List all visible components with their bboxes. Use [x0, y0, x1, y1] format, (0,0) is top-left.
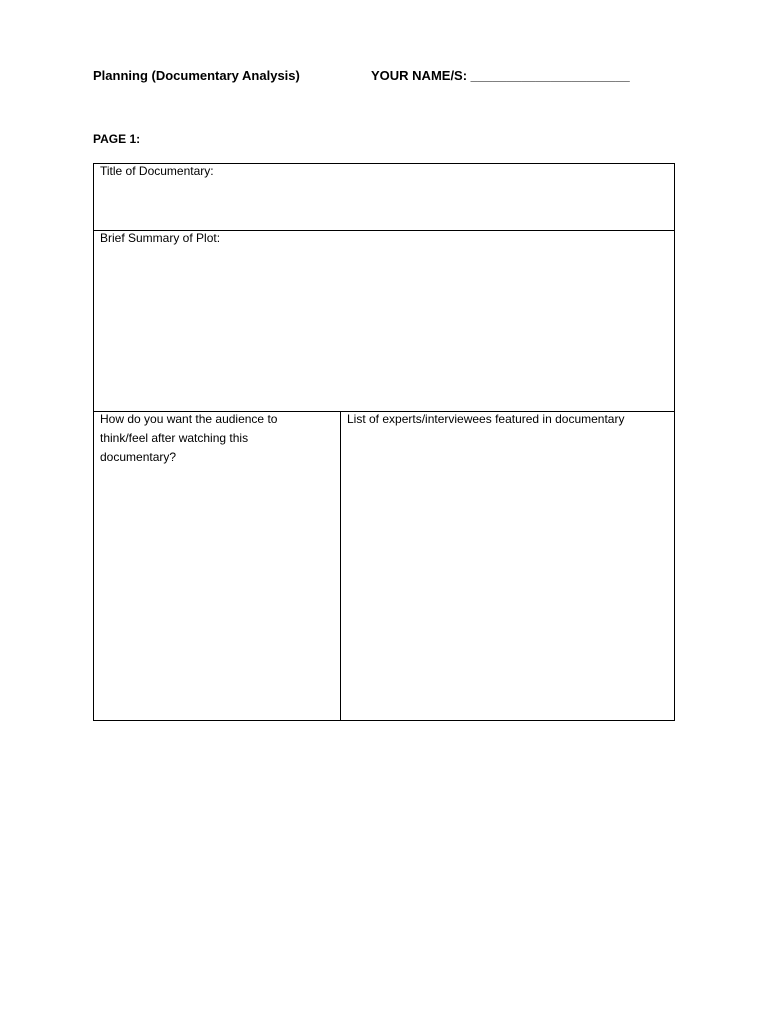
audience-feelings-cell	[94, 412, 341, 720]
audience-feelings-label-line3: documentary?	[100, 450, 177, 464]
experts-list-cell	[341, 412, 674, 720]
audience-feelings-label-line1: How do you want the audience to	[100, 412, 278, 426]
experts-list-label: List of experts/interviewees featured in documentary	[347, 412, 625, 426]
title-of-documentary-cell	[94, 164, 674, 231]
your-names-field: YOUR NAME/S: ______________________	[371, 68, 630, 83]
title-of-documentary-label: Title of Documentary:	[100, 164, 214, 178]
brief-summary-cell	[94, 231, 674, 412]
brief-summary-label: Brief Summary of Plot:	[100, 231, 221, 245]
document-title: Planning (Documentary Analysis)	[93, 68, 300, 83]
page-label: PAGE 1:	[93, 132, 141, 146]
audience-feelings-label-line2: think/feel after watching this	[100, 431, 249, 445]
planning-form-table	[93, 163, 675, 721]
